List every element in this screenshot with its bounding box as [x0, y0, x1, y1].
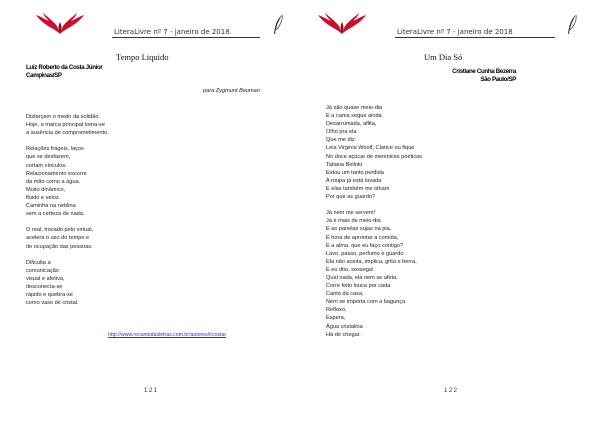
stanza: [26, 145, 109, 218]
poem-line: É hora de aprontar a comida,: [326, 234, 399, 241]
poem-line: Estou um tanto perdida: [326, 169, 384, 176]
poem-line: Lavo, passo, perfumo e guardo: [326, 250, 404, 257]
poem-line: visual e afetiva,: [26, 275, 65, 282]
poem-line: cortam vínculos.: [26, 162, 67, 169]
poem-line: a ausência de comprometimento.: [26, 130, 109, 137]
poem-line: A roupa já está lavada: [326, 177, 382, 184]
poem-author: Luiz Roberto da Costa Júnior Campinas/SP: [26, 64, 103, 79]
poem-line: Canto da casa,: [326, 291, 364, 298]
poem-line: que se desfazem,: [26, 154, 71, 161]
winged-logo-icon: [34, 12, 86, 36]
poem-line: Nem se importa com a bagunça: [326, 299, 406, 306]
issue-header: LiteraLivre nº 7 - janeiro de 2018: [114, 28, 230, 36]
poem-line: Muito dinâmico,: [26, 186, 66, 193]
poem-line: Olho pra ela: [326, 129, 357, 136]
poem-body: [26, 113, 109, 307]
poem-line: E eu dito, sossega!: [326, 266, 374, 273]
poem-line: O real, trocado pelo virtual,: [26, 227, 94, 234]
poem-line: Qual nada, ela nem se afeta.: [326, 274, 398, 281]
poem-line: Relacionamento escorre: [26, 170, 87, 177]
poem-line: Já são quase meio-dia: [326, 105, 383, 111]
poem-line: Desarrumada, aflita,: [326, 121, 377, 128]
stanza: [26, 113, 109, 137]
poem-line: de ocupação das pessoas.: [26, 243, 93, 250]
author-profile-link[interactable]: http://www.recantodasletras.com.br/autores/lrcostar: [108, 332, 227, 338]
poem-line: Corre feito louca por cada: [326, 283, 391, 290]
poem-line: E elas também me olham: [326, 185, 390, 192]
poem-line: Reflexo,: [326, 307, 347, 314]
quill-pen-icon: [272, 14, 284, 36]
header-rule: [395, 37, 555, 38]
poem-line: Dificulta a: [26, 259, 51, 266]
poem-line: Já é mais de meio-dia: [326, 218, 381, 225]
stanza: [26, 259, 109, 308]
poem-line: Ela não aceita, implica, grita e berra,: [326, 258, 417, 265]
poem-line: Leia Virginia Woolf, Clarice ou fique: [326, 145, 415, 152]
poem-line: No doce açúcar de meninices poéticas: [326, 153, 423, 160]
poem-title: Um Dia Só: [424, 52, 463, 62]
stanza: [26, 226, 109, 250]
poem-line: E a cama segue ainda: [326, 113, 382, 120]
quill-pen-icon: [566, 14, 578, 36]
poem-line: Por que as guardo?: [326, 194, 376, 201]
header-rule: [112, 37, 260, 38]
right-page: [300, 0, 600, 424]
poem-line: E a alma, que eu faço contigo?: [326, 242, 404, 249]
poem-line: Relações frágeis, laços: [26, 146, 84, 153]
poem-line: acelera o uso do tempo e: [26, 235, 90, 242]
poem-line: comunicação: [26, 267, 59, 274]
poem-line: Hoje, a marca principal toma-se: [26, 122, 105, 129]
poem-line: Água cristalina: [326, 323, 363, 330]
stanza: [326, 104, 422, 201]
page-number: 122: [444, 388, 459, 394]
stanza: [326, 209, 422, 339]
poem-line: desconecta-se: [26, 283, 63, 290]
poem-author: Cristiane Cunha Bezerra São Paulo/SP: [452, 68, 516, 83]
poem-line: Espera,: [326, 315, 346, 322]
poem-line: sem a certeza de nada.: [26, 211, 85, 218]
winged-logo-icon: [316, 12, 368, 36]
poem-line: Já nem me servem!: [326, 210, 376, 217]
poem-line: rápido e quebra-se: [26, 292, 73, 299]
page-number: 121: [144, 388, 159, 394]
poem-line: Que me diz:: [326, 137, 357, 144]
poem-dedication: para Zygmunt Bauman: [203, 88, 260, 94]
poem-body: [326, 104, 422, 339]
poem-line: como vaso de cristal.: [26, 300, 79, 307]
poem-line: Tatiana Belinki: [326, 161, 363, 168]
poem-title: Tempo Liquido: [116, 52, 169, 62]
poem-line: fluido e veloz.: [26, 194, 61, 201]
poem-line: Disfarçam o medo da solidão.: [26, 114, 100, 120]
poem-line: Caminha na neblina: [26, 203, 76, 210]
poem-line: E as panelas sujas na pia,: [326, 226, 392, 233]
issue-header: LiteraLivre nº 7 - janeiro de 2018: [397, 28, 513, 36]
poem-line: da mão como a água.: [26, 178, 81, 185]
poem-line: Há de chegar.: [326, 331, 361, 338]
